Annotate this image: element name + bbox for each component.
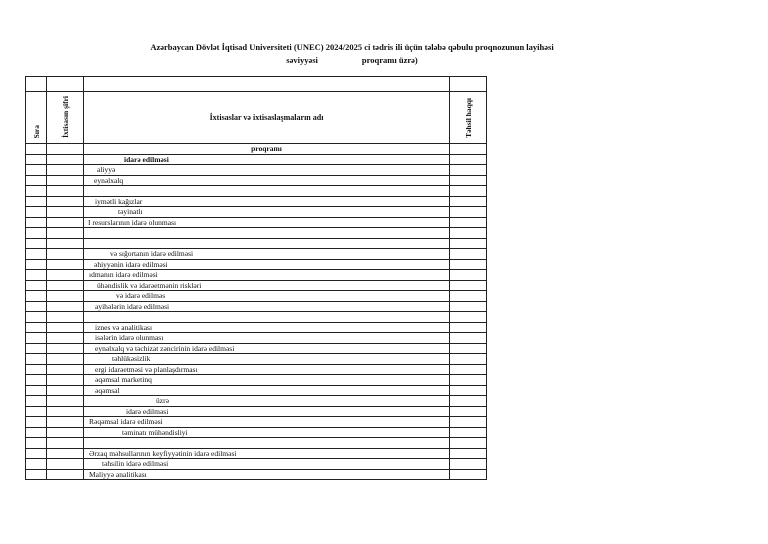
table-row [26,249,487,260]
specialty-name-cell [84,228,450,239]
empty-cell [47,228,84,239]
table-top-row [26,77,487,92]
empty-cell [450,469,487,480]
empty-cell [450,448,487,459]
empty-cell [26,385,47,396]
empty-cell [26,291,47,302]
document-subtitle [0,55,704,65]
specialty-name-cell [84,186,450,197]
table-row [26,417,487,428]
table-row [26,375,487,386]
empty-cell [26,438,47,449]
empty-cell [47,343,84,354]
specialty-name-cell: ayihələrin idarə edilməsi [84,301,450,312]
table-row [26,385,487,396]
empty-cell [26,364,47,375]
empty-cell [26,354,47,365]
empty-cell [450,375,487,386]
table-row [26,175,487,186]
empty-cell [47,217,84,228]
header-haqqi [450,92,487,144]
empty-cell [26,249,47,260]
empty-cell [47,354,84,365]
empty-cell [450,459,487,470]
empty-cell [450,364,487,375]
specialty-name-cell: iymətli kağızlar [84,196,450,207]
specialty-name-cell: təhlükəsizlik [84,354,450,365]
empty-cell [450,333,487,344]
header-sifre-label: İxtisasın şifri [60,96,70,138]
empty-cell [47,375,84,386]
specialty-name-cell [84,312,450,323]
empty-cell [47,406,84,417]
empty-cell [450,165,487,176]
empty-cell [450,396,487,407]
empty-cell [47,396,84,407]
empty-cell [47,322,84,333]
subheader-cell: proqramı [84,144,450,155]
subtitle-program: proqramı üzrə) [361,55,418,65]
table-header-row [26,92,487,144]
table-row [26,364,487,375]
specialty-name-cell: ergi idarəetməsi və planlaşdırması [84,364,450,375]
table-row [26,469,487,480]
empty-cell [450,238,487,249]
empty-cell [47,144,84,155]
empty-cell [450,343,487,354]
empty-cell [47,154,84,165]
empty-cell [47,270,84,281]
empty-cell [26,280,47,291]
empty-cell [26,312,47,323]
empty-cell [47,438,84,449]
empty-cell [47,417,84,428]
empty-cell [450,154,487,165]
specialty-name-cell: üzrə [84,396,450,407]
specialty-name-cell [84,238,450,249]
empty-cell [450,427,487,438]
table-row [26,291,487,302]
empty-cell [450,175,487,186]
table-row [26,228,487,239]
empty-cell [26,343,47,354]
empty-cell [450,301,487,312]
specialty-name-cell: ıdmanın idarə edilməsi [84,270,450,281]
empty-cell [26,396,47,407]
specialty-name-cell: iznes və analitikası [84,322,450,333]
specialty-name-cell: eynəlxalq [84,175,450,186]
empty-cell [450,385,487,396]
empty-cell [26,417,47,428]
table-row [26,459,487,470]
empty-cell [26,207,47,218]
specialty-name-cell: Rəqəmsal idarə edilməsi [84,417,450,428]
empty-cell [47,364,84,375]
specialty-name-cell: əqəmsal [84,385,450,396]
empty-cell [84,77,450,92]
empty-cell [47,427,84,438]
empty-cell [47,165,84,176]
table-subheader-row [26,144,487,155]
table-row [26,270,487,281]
empty-cell [26,186,47,197]
table-row [26,406,487,417]
empty-cell [26,77,47,92]
empty-cell [47,312,84,323]
empty-cell [26,301,47,312]
empty-cell [450,217,487,228]
table-row [26,322,487,333]
table-row [26,186,487,197]
table-row [26,343,487,354]
empty-cell [47,301,84,312]
empty-cell [450,228,487,239]
empty-cell [47,385,84,396]
empty-cell [47,77,84,92]
empty-cell [450,438,487,449]
empty-cell [26,333,47,344]
empty-cell [47,175,84,186]
admission-table [25,76,487,480]
empty-cell [450,322,487,333]
table-row [26,333,487,344]
empty-cell [450,259,487,270]
specialty-name-cell: təyinatlı [84,207,450,218]
empty-cell [26,270,47,281]
header-sira-label: Sıra [31,124,41,138]
empty-cell [450,196,487,207]
specialty-name-cell: eynəlxalq və təchizat zəncirinin idarə edilməsi [84,343,450,354]
specialty-name-cell: ühəndislik və idarəetmənin riskləri [84,280,450,291]
table-row [26,280,487,291]
header-haqqi-label: Təhsil haqqı [463,98,473,138]
specialty-name-cell [84,438,450,449]
table-row [26,354,487,365]
specialty-name-cell: aliyyə [84,165,450,176]
empty-cell [26,175,47,186]
table-row [26,259,487,270]
empty-cell [450,249,487,260]
document-title: Azərbaycan Dövlət İqtisad Universiteti (UNEC) 2024/2025 ci tədris ili üçün tələbə qəbulu proqnozunun layihəsi [150,42,554,52]
table-row [26,301,487,312]
specialty-name-cell: təhsilin idarə edilməsi [84,459,450,470]
specialty-name-cell: əqəmsal marketinq [84,375,450,386]
empty-cell [450,186,487,197]
empty-cell [26,144,47,155]
empty-cell [47,186,84,197]
table-row [26,438,487,449]
empty-cell [26,228,47,239]
empty-cell [450,270,487,281]
table-row [26,448,487,459]
specialty-name-cell: idarə edilməsi [84,406,450,417]
empty-cell [47,291,84,302]
subtitle-level: səviyyəsi [286,55,318,65]
table-row [26,238,487,249]
specialty-name-cell: əhiyyənin idarə edilməsi [84,259,450,270]
specialty-name-cell: təminatı mühəndisliyi [84,427,450,438]
specialty-name-cell: Ərzaq məhsullarının keyfiyyətinin idarə edilməsi [84,448,450,459]
empty-cell [26,448,47,459]
empty-cell [26,322,47,333]
header-sira [26,92,47,144]
empty-cell [26,469,47,480]
empty-cell [450,207,487,218]
table-row [26,427,487,438]
empty-cell [47,196,84,207]
empty-cell [450,280,487,291]
specialty-name-cell: isələrin idarə olunması [84,333,450,344]
specialty-name-cell: Maliyyə analitikası [84,469,450,480]
table-row [26,396,487,407]
table-row [26,217,487,228]
empty-cell [26,217,47,228]
header-sifre [47,92,84,144]
empty-cell [26,459,47,470]
empty-cell [47,448,84,459]
empty-cell [450,406,487,417]
table-row [26,207,487,218]
empty-cell [47,333,84,344]
empty-cell [26,406,47,417]
specialty-name-cell: I resurslarının idarə olunması [84,217,450,228]
specialty-name-cell: və sığortanın idarə edilməsi [84,249,450,260]
specialty-name-cell: və idarə edilməs [84,291,450,302]
empty-cell [450,354,487,365]
empty-cell [47,469,84,480]
empty-cell [450,144,487,155]
empty-cell [47,238,84,249]
empty-cell [26,196,47,207]
empty-cell [26,375,47,386]
empty-cell [47,207,84,218]
specialty-name-cell: idarə edilməsi [84,154,450,165]
table-row [26,312,487,323]
header-name: İxtisaslar və ixtisaslaşmaların adı [84,92,450,144]
empty-cell [450,417,487,428]
table-row [26,165,487,176]
empty-cell [47,280,84,291]
empty-cell [26,165,47,176]
empty-cell [47,459,84,470]
table-row [26,154,487,165]
empty-cell [26,238,47,249]
empty-cell [26,427,47,438]
empty-cell [450,312,487,323]
table-row [26,196,487,207]
empty-cell [26,154,47,165]
empty-cell [47,249,84,260]
empty-cell [450,77,487,92]
empty-cell [26,259,47,270]
empty-cell [450,291,487,302]
empty-cell [47,259,84,270]
